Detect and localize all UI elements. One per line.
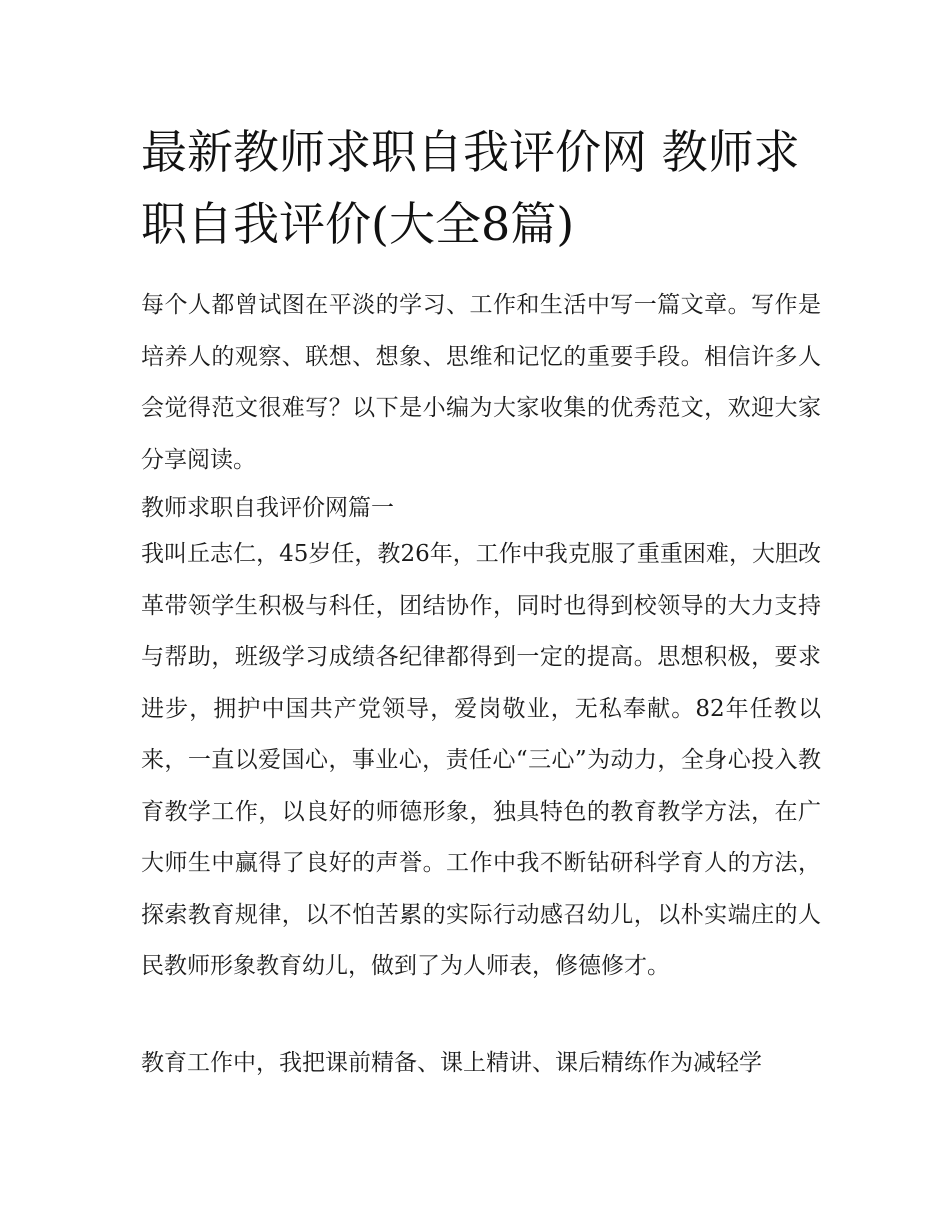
intro-paragraph: 每个人都曾试图在平淡的学习、工作和生活中写一篇文章。写作是培养人的观察、联想、想象、思维和记忆的重要手段。相信许多人会觉得范文很难写？以下是小编为大家收集的优秀范文，欢迎大家分享阅读。 (141, 292, 821, 473)
section-heading: 教师求职自我评价网篇一 (141, 495, 394, 521)
document-title: 最新教师求职自我评价网 教师求职自我评价(大全8篇) (141, 125, 800, 251)
body-paragraph-1: 我叫丘志仁，45岁任，教26年，工作中我克服了重重困难，大胆改革带领学生积极与科任，团结协作，同时也得到校领导的大力支持与帮助，班级学习成绩各纪律都得到一定的提高。思想积极，要求进步，拥护中国共产党领导，爱岗敬业，无私奉献。82年任教以来，一直以爱国心，事业心，责任心“三心”为动力，全身心投入教育教学工作，以良好的师德形象，独具特色的教育教学方法，在广大师生中赢得了良好的声誉。工作中我不断钻研科学育人的方法，探索教育规律，以不怕苦累的实际行动感召幼儿，以朴实端庄的人民教师形象教育幼儿，做到了为人师表，修德修才。 (141, 541, 821, 979)
body-paragraph-2: 教育工作中，我把课前精备、课上精讲、课后精练作为减轻学 (141, 1050, 762, 1076)
